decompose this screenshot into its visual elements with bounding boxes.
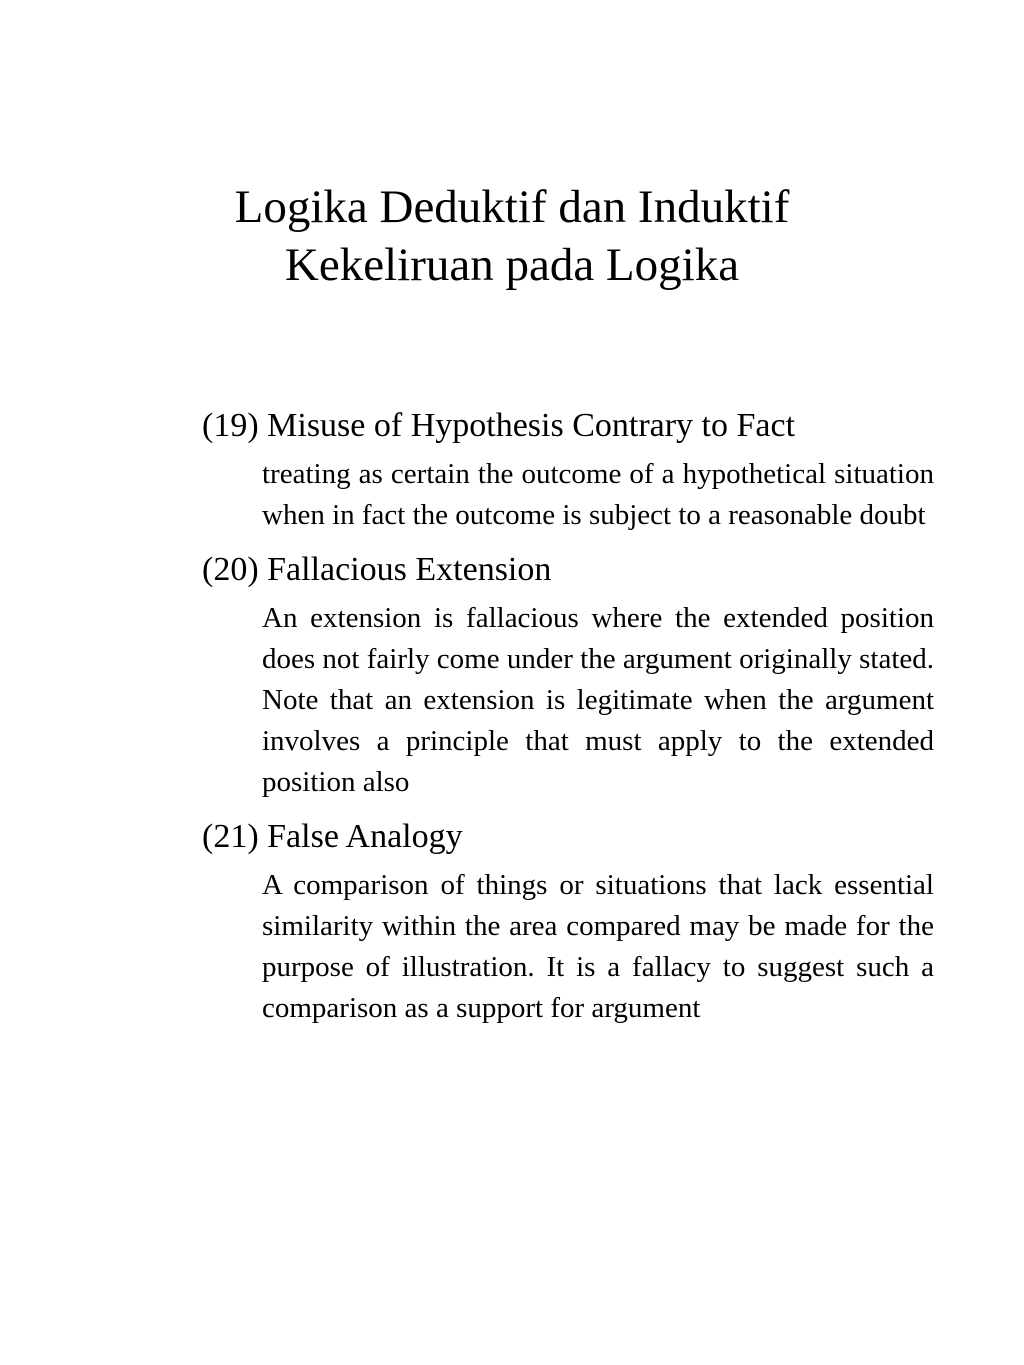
- title-line-2: Kekeliruan pada Logika: [284, 239, 740, 291]
- fallacy-heading: (20) Fallacious Extension: [202, 551, 552, 588]
- slide-title: [0, 178, 1024, 294]
- fallacy-heading: (21) False Analogy: [202, 818, 463, 855]
- fallacy-item-20: [202, 548, 934, 803]
- fallacy-description: treating as certain the outcome of a hypothetical situation when in fact the outcome is subject to a reasonable doubt: [262, 458, 934, 531]
- fallacy-item-19: [202, 404, 934, 536]
- fallacy-heading: (19) Misuse of Hypothesis Contrary to Fact: [202, 407, 796, 444]
- fallacy-description: A comparison of things or situations that lack essential similarity within the area compared may be made for the purpose of illustration. It is a fallacy to suggest such a comparison as a support for argument: [262, 869, 934, 1024]
- fallacy-list: [202, 404, 934, 1041]
- fallacy-item-21: [202, 815, 934, 1029]
- fallacy-description: An extension is fallacious where the extended position does not fairly come under the argument originally stated. Note that an extension is legitimate when the argument involves a principle that must apply to the extended position also: [262, 602, 934, 798]
- title-line-1: Logika Deduktif dan Induktif: [234, 181, 790, 233]
